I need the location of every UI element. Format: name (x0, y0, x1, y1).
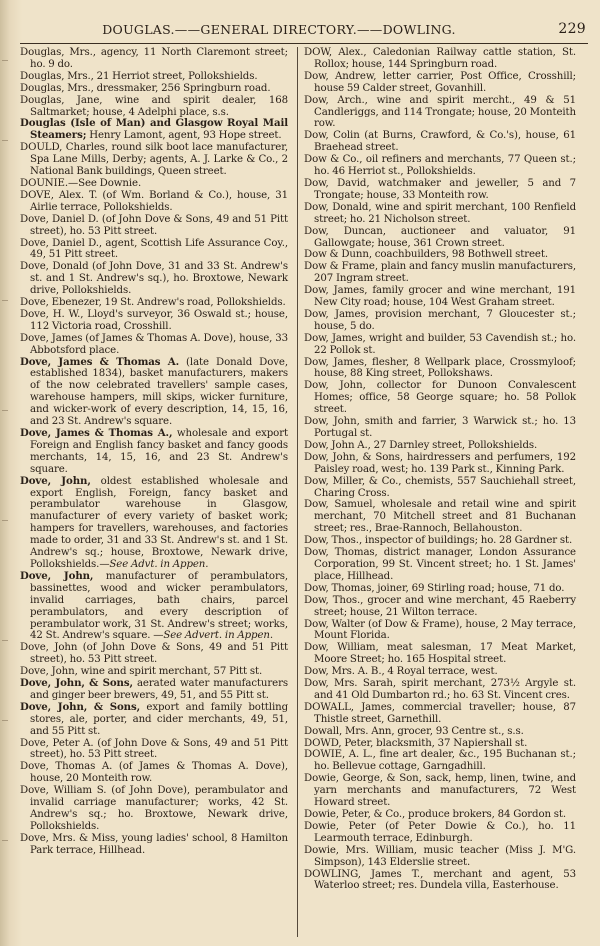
entry-name: Douglas (Isle of Man) and Glasgow Royal Mail Steamers; (20, 117, 288, 142)
entry-name: Dove, John, & Sons, (20, 700, 141, 713)
directory-entry (20, 357, 288, 428)
entry-text: DOWALL, James, commercial traveller; house, 87 Thistle street, Garnethill. (304, 701, 576, 725)
directory-entry (20, 95, 288, 119)
directory-entry (20, 476, 288, 571)
right-column (304, 47, 576, 892)
entry-text: aerated water manufacturers and ginger beer brewers, 49, 51, and 55 Pitt st. (30, 678, 288, 701)
entry-text: Dove, Daniel D. (of John Dove & Sons, 49 and 51 Pitt street), ho. 53 Pitt street. (20, 213, 288, 237)
directory-entry (304, 357, 576, 381)
entry-text: DOWIE, A. L., fine art dealer, &c., 195 Buchanan st.; ho. Bellevue cottage, Garngadhill. (304, 749, 576, 773)
entry-text: Dow, Miller, & Co., chemists, 557 Sauchiehall street, Charing Cross. (304, 475, 576, 499)
directory-entry (304, 71, 576, 95)
directory-entry (304, 452, 576, 476)
directory-entry (20, 833, 288, 857)
directory-entry (20, 178, 288, 190)
directory-entry (20, 261, 288, 297)
directory-entry (20, 238, 288, 262)
directory-entry (304, 547, 576, 583)
left-column (20, 47, 288, 857)
directory-entry (304, 476, 576, 500)
entry-text: Dow, William, meat salesman, 17 Meat Market, Moore Street; ho. 165 Hospital street. (304, 642, 576, 666)
entry-text: Dow, Thos., grocer and wine merchant, 45 Raeberry street; house, 21 Wilton terrace. (304, 594, 576, 618)
entry-text: Dow, James, wright and builder, 53 Cavendish st.; ho. 22 Pollok st. (304, 332, 576, 356)
entry-text: Dow, Mrs. Sarah, spirit merchant, 273½ Argyle st. and 41 Old Dumbarton rd.; ho. 63 St. Vincent cres. (304, 678, 576, 701)
entry-text: Dow, James, family grocer and wine merchant, 191 New City road; house, 104 West Graham street. (304, 285, 576, 309)
entry-text: manufacturer of perambulators, bassinettes, wood and wicker perambulators, invalid carriages, bath chairs, parcel perambulators, and every description of perambulator work, 31 St. Andrew's street; works, 42 St. Andrew's square. — (30, 570, 288, 642)
page-number: 229 (558, 21, 586, 37)
entry-text: Dove, John (of John Dove & Sons, 49 and 51 Pitt street), ho. 53 Pitt street. (20, 642, 288, 666)
entry-text: Douglas, Mrs., 21 Herriot street, Pollokshields. (20, 70, 258, 82)
entry-text: Dove, Ebenezer, 19 St. Andrew's road, Pollokshields. (20, 297, 286, 309)
entry-text: Dow, John, collector for Dunoon Convalescent Homes; office, 58 George square; ho. 58 Pollok street. (304, 380, 576, 416)
entry-name: Dove, James & Thomas A., (20, 427, 173, 439)
directory-entry (304, 202, 576, 226)
entry-name: Dove, John, & Sons, (20, 677, 133, 690)
directory-entry (304, 666, 576, 678)
entry-text: Dow, Mrs. A. B., 4 Royal terrace, west. (304, 666, 498, 678)
entry-text: Dove, Thomas A. (of James & Thomas A. Dove), house, 20 Monteith row. (20, 761, 288, 785)
directory-entry (20, 83, 288, 95)
directory-entry (304, 595, 576, 619)
entry-text: Douglas, Mrs., agency, 11 North Claremont street; ho. 9 do. (20, 47, 288, 70)
directory-entry (20, 118, 288, 142)
entry-text: Dow & Frame, plain and fancy muslin manufacturers, 207 Ingram street. (304, 261, 576, 285)
entry-text: DOVE, Alex. T. (of Wm. Borland & Co.), house, 31 Airlie terrace, Pollokshields. (20, 189, 288, 213)
directory-entry (304, 95, 576, 131)
directory-entry (304, 749, 576, 773)
directory-entry (20, 47, 288, 71)
directory-entry (304, 583, 576, 595)
entry-text: Dowie, Mrs. William, music teacher (Miss J. M'G. Simpson), 143 Elderslie street. (304, 844, 576, 868)
entry-text: Dow, David, watchmaker and jeweller, 5 and 7 Trongate; house, 33 Monteith row. (304, 177, 576, 201)
entry-text: Dow, Thomas, joiner, 69 Stirling road; house, 71 do. (304, 582, 565, 594)
directory-entry (304, 678, 576, 702)
entry-advert-ref: See Advt. in Appen. (109, 558, 209, 570)
entry-text: Dove, James (of James & Thomas A. Dove), house, 33 Abbotsford place. (20, 332, 288, 356)
directory-entry (304, 535, 576, 547)
entry-text: Dow, Duncan, auctioneer and valuator, 91 Gallowgate; house, 361 Crown street. (304, 225, 576, 249)
entry-text: Dow, Walter (of Dow & Frame), house, 2 May terrace, Mount Florida. (304, 618, 576, 642)
entry-text: Dow, Donald, wine and spirit merchant, 100 Renfield street; ho. 21 Nicholson street. (304, 201, 576, 225)
directory-entry (304, 809, 576, 821)
directory-entry (20, 702, 288, 738)
directory-entry (304, 285, 576, 309)
directory-entry (304, 702, 576, 726)
entry-name: Dove, James & Thomas A. (20, 355, 180, 368)
directory-entry (304, 226, 576, 250)
entry-name: Dove, John, (20, 569, 94, 582)
directory-entry (304, 309, 576, 333)
entry-text: Henry Lamont, agent, 93 Hope street. (86, 130, 282, 142)
entry-text: Dow, James, flesher, 8 Wellpark place, Crossmyloof; house, 88 King street, Pollokshaws. (304, 356, 576, 380)
entry-text: Dow, John, & Sons, hairdressers and perfumers, 192 Paisley road, west; ho. 139 Park st., Kinning Park. (304, 451, 576, 475)
directory-entry (304, 47, 576, 71)
directory-entry (304, 738, 576, 750)
entry-text: Dow & Dunn, coachbuilders, 98 Bothwell street. (304, 249, 548, 261)
directory-entry (20, 190, 288, 214)
directory-entry (304, 416, 576, 440)
column-divider (297, 47, 298, 937)
directory-entry (20, 71, 288, 83)
entry-text: Dow, Arch., wine and spirit mercht., 49 & 51 Candleriggs, and 114 Trongate; house, 20 Monteith row. (304, 94, 576, 130)
directory-entry (20, 333, 288, 357)
directory-entry (20, 785, 288, 833)
directory-entry (20, 738, 288, 762)
directory-entry (304, 130, 576, 154)
directory-entry (20, 571, 288, 642)
directory-entry (20, 142, 288, 178)
directory-entry (304, 619, 576, 643)
entry-text: Dowie, Peter, & Co., produce brokers, 84 Gordon st. (304, 809, 567, 820)
binding-edge (0, 0, 14, 946)
entry-text: Dove, Peter A. (of John Dove & Sons, 49 and 51 Pitt street), ho. 53 Pitt street. (20, 737, 288, 761)
directory-entry (304, 333, 576, 357)
directory-entry (304, 249, 576, 261)
entry-text: Douglas, Jane, wine and spirit dealer, 168 Saltmarket; house, 4 Adelphi place, s.s. (20, 94, 288, 118)
entry-text: Dove, William S. (of John Dove), perambulator and invalid carriage manufacturer; works, 42 St. Andrew's sq.; ho. Broxtowe, Newark drive, Pollokshields. (20, 785, 288, 832)
entry-name: Dove, John, (20, 474, 91, 487)
entry-text: Dove, H. W., Lloyd's surveyor, 36 Oswald st.; house, 112 Victoria road, Crosshill. (20, 308, 288, 332)
directory-entry (304, 773, 576, 809)
entry-text: Dowie, George, & Son, sack, hemp, linen, twine, and yarn merchants and manufacturers, 72 West Howard street. (304, 773, 576, 809)
directory-entry (304, 178, 576, 202)
directory-entry (304, 642, 576, 666)
entry-text: Dow, Thos., inspector of buildings; ho. 28 Gardner st. (304, 535, 573, 547)
directory-entry (304, 154, 576, 178)
directory-entry (304, 440, 576, 452)
running-head: DOUGLAS.——GENERAL DIRECTORY.——DOWLING. (102, 22, 456, 37)
page-header (20, 22, 586, 40)
directory-entry (20, 642, 288, 666)
entry-text: export and family bottling stores, ale, porter, and cider merchants, 49, 51, and 55 Pitt st. (30, 701, 289, 737)
entry-text: DOWD, Peter, blacksmith, 37 Napiershall st. (304, 737, 528, 749)
entry-text: Dove, Mrs. & Miss, young ladies' school, 8 Hamilton Park terrace, Hillhead. (20, 832, 288, 856)
directory-entry (304, 845, 576, 869)
directory-entry (20, 761, 288, 785)
directory-entry (20, 309, 288, 333)
directory-entry (304, 726, 576, 738)
entry-text: Dow, Colin (at Burns, Crawford, & Co.'s), house, 61 Braehead street. (304, 130, 576, 154)
entry-text: DOWLING, James T., merchant and agent, 53 Waterloo street; res. Dundela villa, Easterhouse. (304, 868, 576, 892)
entry-advert-ref: See Advert. in Appen. (163, 630, 273, 642)
entry-text: DOUNIE.—See Downie. (20, 177, 142, 189)
entry-text: Dow, Andrew, letter carrier, Post Office, Crosshill; house 59 Calder street, Govanhill. (304, 70, 576, 94)
directory-entry (20, 297, 288, 309)
directory-entry (304, 499, 576, 535)
entry-text: oldest established wholesale and export English, Foreign, fancy basket and perambulator warehouse in Glasgow, manufacturer of every variety of basket work; hampers for travellers, warehouses, and factories made to order, 31 and 33 St. Andrew's st. and 1 St. Andrew's sq.; house, Broxtowe, Newark drive, Pollokshields.— (30, 475, 288, 570)
entry-text: Dow, James, provision merchant, 7 Gloucester st.; house, 5 do. (304, 308, 576, 332)
entry-text: Douglas, Mrs., dressmaker, 256 Springburn road. (20, 82, 271, 94)
entry-text: Dowall, Mrs. Ann, grocer, 93 Centre st., s.s. (304, 725, 524, 737)
entry-text: Dowie, Peter (of Peter Dowie & Co.), ho. 11 Learmouth terrace, Edinburgh. (304, 820, 576, 844)
directory-entry (20, 428, 288, 476)
entry-text: Dow, John, smith and farrier, 3 Warwick st.; ho. 13 Portugal st. (304, 416, 576, 439)
entry-text: Dow, Samuel, wholesale and retail wine and spirit merchant, 70 Mitchell street and 81 Buchanan street; res., Brae-Rannoch, Bellahouston. (304, 499, 576, 535)
entry-text: (late Donald Dove, established 1834), basket manufacturers, makers of the now celebrated travellers' sample cases, warehouse hampers, mill skips, wicker furniture, and wicker-work of every description, 14, 15, 16, and 23 St. Andrew's square. (30, 356, 288, 428)
entry-text: Dove, Donald (of John Dove, 31 and 33 St. Andrew's st. and 1 St. Andrew's sq.), ho. Broxtowe, Newark drive, Pollokshields. (20, 261, 288, 297)
entry-text: wholesale and export Foreign and English fancy basket and fancy goods merchants, 14, 15, 16, and 23 St. Andrew's square. (30, 428, 288, 475)
entry-text: Dow & Co., oil refiners and merchants, 77 Queen st.; ho. 46 Herriot st., Pollokshields. (304, 154, 576, 178)
entry-text: DOW, Alex., Caledonian Railway cattle station, St. Rollox; house, 144 Springburn road. (304, 47, 576, 70)
entry-text: Dove, Daniel D., agent, Scottish Life Assurance Coy., 49, 51 Pitt street. (20, 237, 288, 261)
entry-text: Dow, John A., 27 Darnley street, Pollokshields. (304, 439, 538, 451)
directory-entry (304, 261, 576, 285)
entry-text: Dow, Thomas, district manager, London Assurance Corporation, 99 St. Vincent street; ho. 1 St. James' place, Hillhead. (304, 547, 576, 582)
entry-text: DOULD, Charles, round silk boot lace manufacturer, Spa Lane Mills, Derby; agents, A. J. Larke & Co., 2 National Bank buildings, Queen street. (20, 142, 288, 178)
directory-entry (304, 821, 576, 845)
entry-text: Dove, John, wine and spirit merchant, 57 Pitt st. (20, 666, 263, 678)
directory-entry (304, 380, 576, 416)
directory-entry (304, 869, 576, 893)
directory-entry (20, 678, 288, 702)
header-rule (20, 43, 588, 44)
directory-entry (20, 214, 288, 238)
